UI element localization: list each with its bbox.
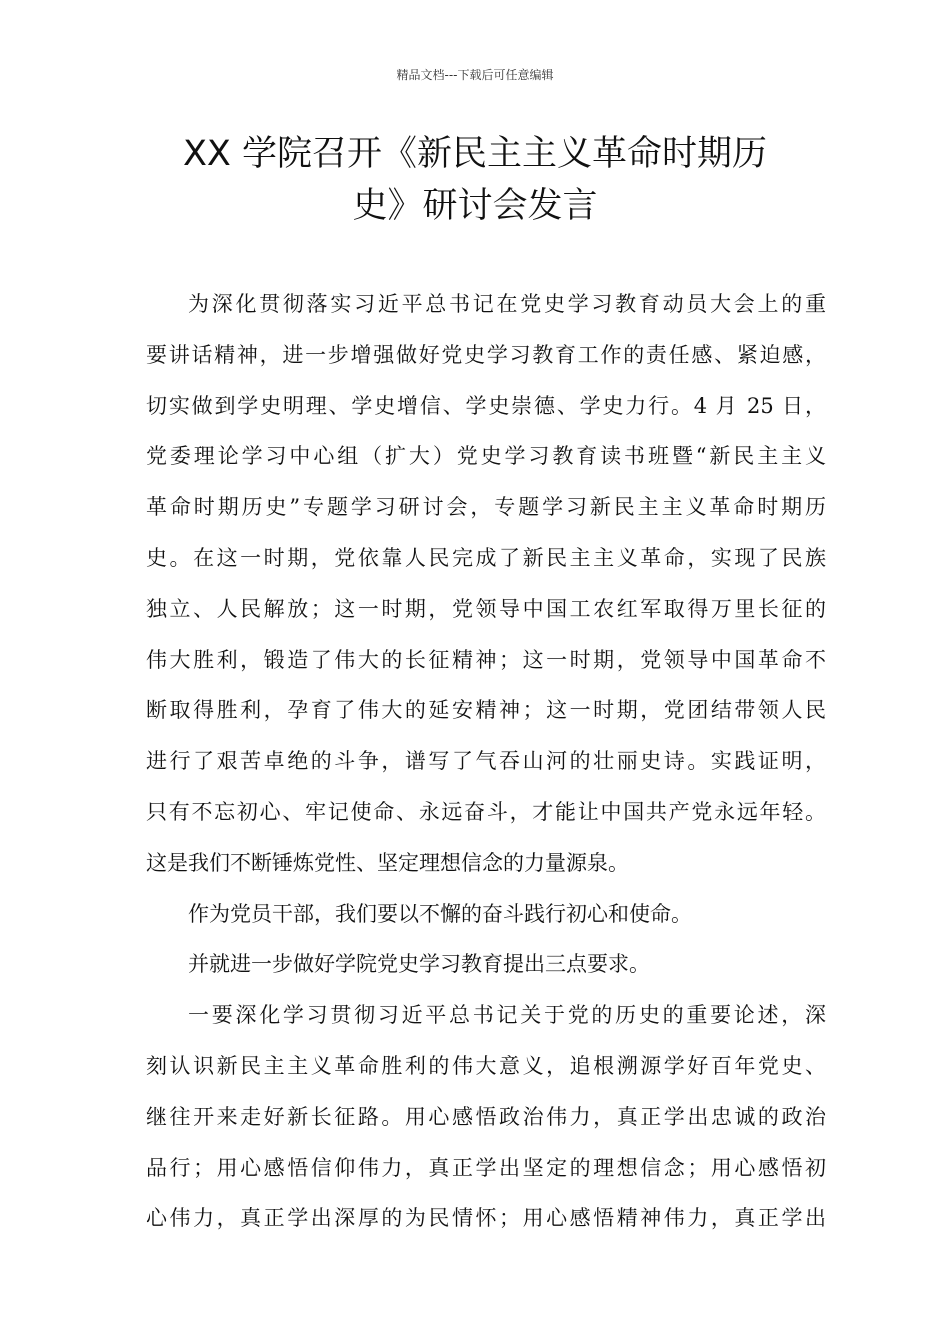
paragraph-line: 作为党员干部，我们要以不懈的奋斗践行初心和使命。 <box>188 901 692 926</box>
paragraph-line: 继往开来走好新长征路。用心感悟政治伟力，真正学出忠诚的政治 <box>146 1104 826 1129</box>
document-title <box>0 128 950 232</box>
paragraph-line: 独立、人民解放；这一时期，党领导中国工农红军取得万里长征的 <box>146 596 826 621</box>
paragraph-line: 断取得胜利，孕育了伟大的延安精神；这一时期，党团结带领人民 <box>146 698 826 723</box>
paragraph-line: 心伟力，真正学出深厚的为民情怀；用心感悟精神伟力，真正学出 <box>146 1206 826 1231</box>
header-note: 精品文档---下载后可任意编辑 <box>396 68 554 82</box>
paragraph-line: 党委理论学习中心组（扩大）党史学习教育读书班暨“新民主主义 <box>146 444 826 469</box>
title-line-2: 史》研讨会发言 <box>352 186 598 226</box>
paragraph-line: 要讲话精神，进一步增强做好党史学习教育工作的责任感、紧迫感， <box>146 342 826 367</box>
paragraph-line: 刻认识新民主主义革命胜利的伟大意义，追根溯源学好百年党史、 <box>146 1053 826 1078</box>
paragraph-line: 一要深化学习贯彻习近平总书记关于党的历史的重要论述，深 <box>188 1003 826 1028</box>
paragraph-line: 为深化贯彻落实习近平总书记在党史学习教育动员大会上的重 <box>188 292 826 316</box>
paragraph-line: 史。在这一时期，党依靠人民完成了新民主主义革命，实现了民族 <box>146 545 826 570</box>
paragraph-line: 进行了艰苦卓绝的斗争，谱写了气吞山河的壮丽史诗。实践证明， <box>146 749 826 774</box>
paragraph-line: 革命时期历史”专题学习研讨会，专题学习新民主主义革命时期历 <box>146 495 826 520</box>
title-line-1: XX 学院召开《新民主主义革命时期历 <box>182 134 768 174</box>
paragraph-line: 只有不忘初心、牢记使命、永远奋斗，才能让中国共产党永远年轻。 <box>146 799 826 824</box>
paragraph-line: 品行；用心感悟信仰伟力，真正学出坚定的理想信念；用心感悟初 <box>146 1155 826 1180</box>
paragraph-line: 切实做到学史明理、学史增信、学史崇德、学史力行。4 月 25 日， <box>146 393 826 418</box>
paragraph-line: 这是我们不断锤炼党性、坚定理想信念的力量源泉。 <box>146 850 629 875</box>
paragraph-line: 伟大胜利，锻造了伟大的长征精神；这一时期，党领导中国革命不 <box>146 647 826 672</box>
body-text <box>146 279 826 1244</box>
paragraph-line: 并就进一步做好学院党史学习教育提出三点要求。 <box>188 952 650 977</box>
